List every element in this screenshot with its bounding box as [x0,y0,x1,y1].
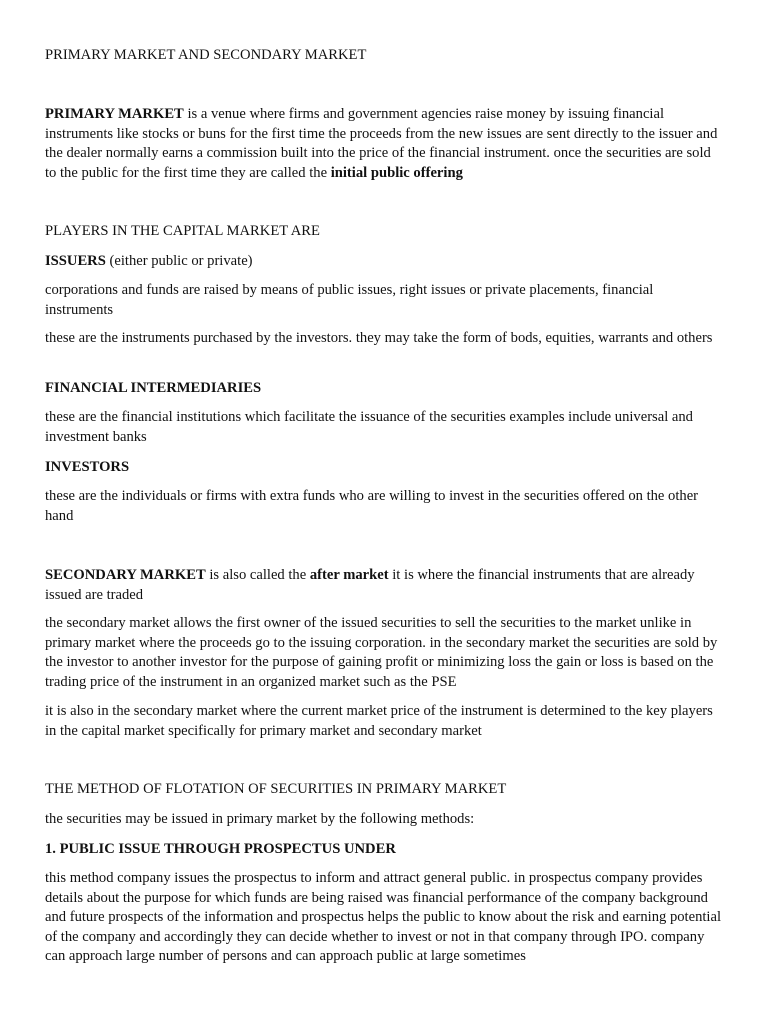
method-1-heading [45,840,723,860]
issuers-paragraph-2: these are the instruments purchased by the investors. they may take the form of bods, equities, warrants and others [45,330,713,346]
primary-market-definition: is a venue where firms and government agencies raise money by issuing financial instruments like stocks or buns for the first time the proceeds from the new issues are sent directly to the issuer and the dealer normally earns a commission built into the price of the financial instrument. once the securities are sold to the public for the first time they are called the [45,106,718,181]
intermediaries-label [45,379,723,399]
method-1-paragraph: this method company issues the prospectus to inform and attract general public. in prospectus company provides details about the purpose for which funds are being raised was financial performance of the company background and future prospects of the information and prospectus helps the public to know about the risk and earning potential of the company and accordingly they can decide whether to invest or not in that company through IPO. company can approach large number of persons and can approach public at large sometimes [45,870,722,964]
intermediaries-label-text: FINANCIAL INTERMEDIARIES [45,380,262,396]
intermediaries-paragraph: these are the financial institutions which facilitate the issuance of the securities examples include universal and investment banks [45,409,693,445]
players-heading: PLAYERS IN THE CAPITAL MARKET ARE [45,223,320,239]
secondary-market-term: SECONDARY MARKET [45,567,206,583]
flotation-intro: the securities may be issued in primary market by the following methods: [45,811,475,827]
flotation-heading: THE METHOD OF FLOTATION OF SECURITIES IN PRIMARY MARKET [45,781,507,797]
after-market-term: after market [309,567,389,583]
investors-paragraph: these are the individuals or firms with extra funds who are willing to invest in the securities offered on the other hand [45,488,699,524]
investors-label [45,458,723,478]
issuers-note: (either public or private) [105,253,253,269]
secondary-market-text-mid: is also called the [205,567,310,583]
primary-market-paragraph [45,105,723,183]
document-title: PRIMARY MARKET AND SECONDARY MARKET [45,47,367,63]
ipo-term: initial public offering [330,164,463,181]
secondary-market-text-end: it is where the financial instruments that are already issued are traded [45,567,695,603]
issuers-label: ISSUERS [45,253,106,269]
secondary-market-paragraph [45,566,723,605]
secondary-market-paragraph-2: the secondary market allows the first owner of the issued securities to sell the securities to the market unlike in primary market where the proceeds go to the issuing corporation. in the secondary market the securities are sold by the investor to another investor for the purpose of gaining profit or minimizing loss the gain or loss is based on the trading price of the instrument in an organized market such as the PSE [45,615,718,690]
issuers-line [45,252,723,272]
investors-label-text: INVESTORS [45,459,130,475]
secondary-market-paragraph-3: it is also in the secondary market where the current market price of the instrument is determined to the key players in the capital market specifically for primary market and secondary market [45,703,713,739]
primary-market-term: PRIMARY MARKET [45,106,184,122]
method-1-heading-text: 1. PUBLIC ISSUE THROUGH PROSPECTUS UNDER [45,841,396,857]
issuers-paragraph-1: corporations and funds are raised by means of public issues, right issues or private placements, financial instruments [45,282,654,318]
